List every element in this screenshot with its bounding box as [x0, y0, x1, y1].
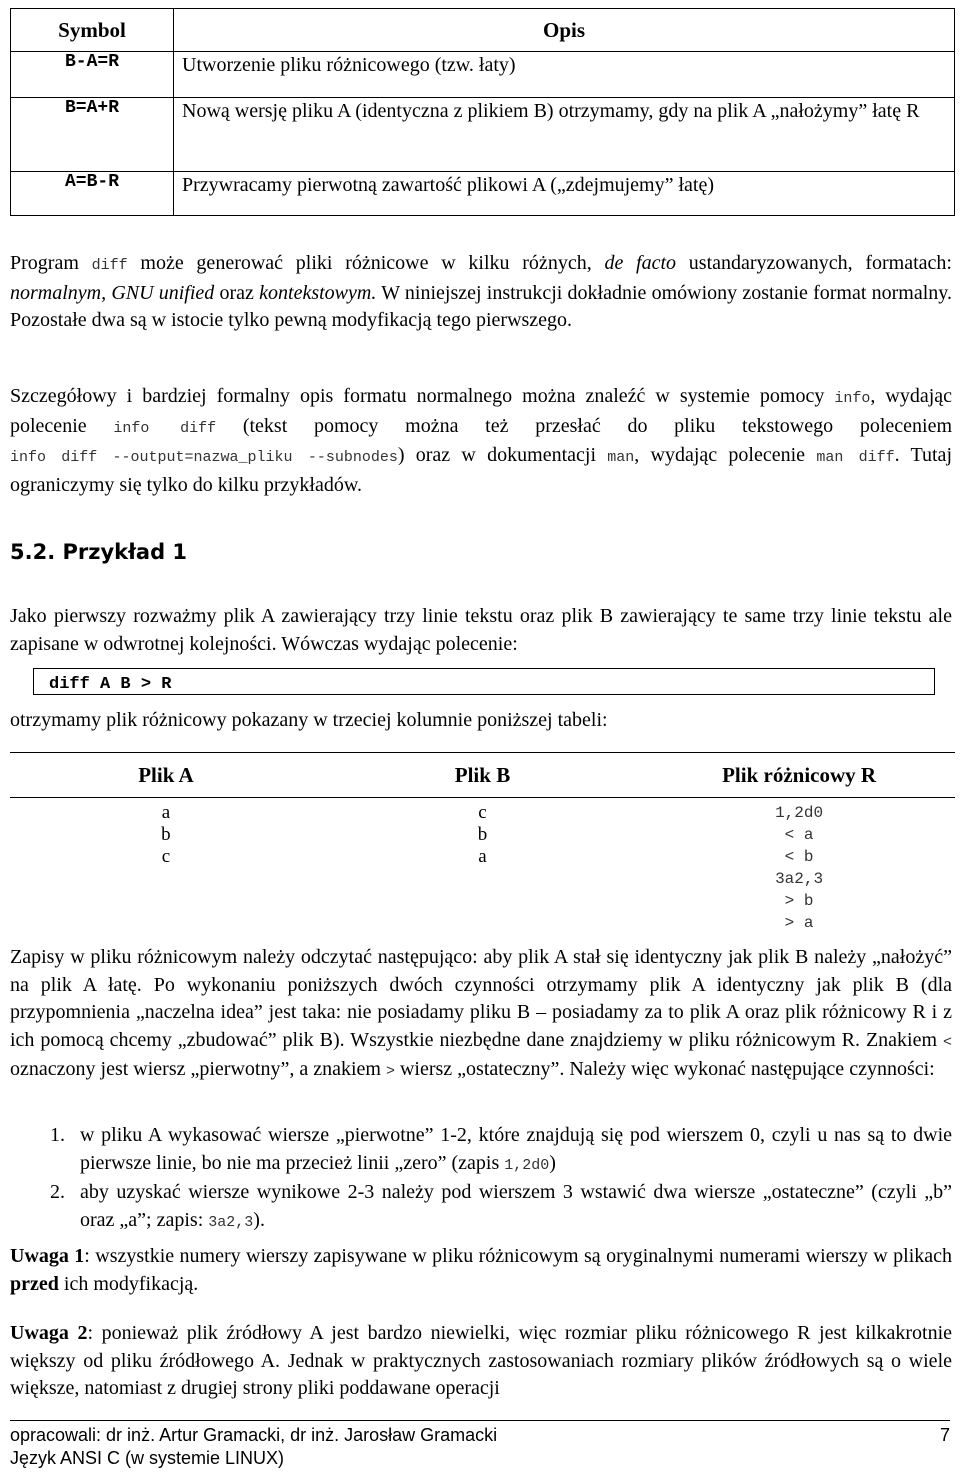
text: ).: [253, 1208, 265, 1231]
text: Jako pierwszy rozważmy plik A zawierający trzy linie tekstu oraz plik B zawierający te same trzy linie tekstu ale zapisane w odwrotnej kolejności. Wówczas wydając polecenie:: [10, 605, 952, 655]
code-less-than: <: [942, 1033, 952, 1051]
text: Zapisy w pliku różnicowym należy odczytać następująco: aby plik A stał się identyczny jak plik B należy „nałożyć” na plik A łatę. Po wykonaniu poniższych dwóch czynności otrzymamy plik A identyczny jak plik B (dla przypomnienia „naczelna idea” jest taka: nie posiadamy pliku B – posiadamy za to plik A oraz plik różnicowy R i z ich pomocą chcemy „zbudować” plik B). Wszystkie niezbędne dane znajdziemy w pliku różnicowym R. Znakiem: [10, 946, 952, 1051]
text: Program: [10, 252, 92, 274]
italic-text: normalnym, GNU unified: [10, 281, 215, 304]
italic-text: kontekstowym.: [259, 281, 377, 304]
symbol-cell: B-A=R: [11, 52, 174, 98]
paragraph-example-intro: [10, 603, 952, 658]
paragraph-info-help: [10, 383, 952, 499]
table-row: [10, 798, 955, 936]
footer-course: Język ANSI C (w systemie LINUX): [10, 1448, 285, 1468]
paragraph-diff-formats: [10, 250, 952, 335]
section-heading: 5.2. Przykład 1: [10, 540, 188, 564]
text: w pliku A wykasować wiersze „pierwotne” 1-2, które znajdują się pod wierszem 0, czyli u nas są to dwie pierwsze linie, bo nie ma przecież linii „zero” (zapis: [80, 1124, 952, 1174]
text: . Tutaj ograniczymy się tylko do kilku przykładów.: [10, 444, 952, 496]
footer-divider: [10, 1420, 950, 1421]
list-number: 2.: [50, 1181, 65, 1203]
symbol-cell: B=A+R: [11, 98, 174, 172]
code-diff: diff: [91, 257, 128, 274]
text: (tekst pomocy można też przesłać do pliku tekstowego poleceniem: [216, 414, 953, 437]
symbol-table: [10, 8, 955, 216]
italic-text: de facto: [604, 252, 677, 274]
paragraph-diff-result: [10, 707, 952, 735]
text: może generować pliki różnicowe w kilku różnych,: [127, 252, 605, 274]
text: oznaczony jest wiersz „pierwotny”, a znakiem: [10, 1058, 386, 1080]
table-row: [11, 98, 955, 172]
page-number: 7: [939, 1425, 950, 1445]
text: wiersz „ostateczny”. Należy więc wykonać następujące czynności:: [394, 1058, 935, 1080]
text: W niniejszej instrukcji dokładnie omówiony zostanie format normalny. Pozostałe dwa są w istocie tylko pewną modyfikacją tego pierwszego.: [10, 281, 952, 331]
symbol-header: Symbol: [11, 9, 174, 52]
diff-table: [10, 752, 955, 935]
command-text: diff A B > R: [49, 675, 172, 694]
footer-authors: opracowali: dr inż. Artur Gramacki, dr inż. Jarosław Gramacki: [10, 1425, 498, 1445]
table-row: [11, 172, 955, 216]
code-greater-than: >: [385, 1063, 395, 1080]
bold-text: przed: [10, 1272, 59, 1295]
code-info-diff-output: info diff --output=nazwa_pliku --subnodes: [10, 449, 398, 466]
code-info: info: [834, 390, 871, 407]
text: otrzymamy plik różnicowy pokazany w trzeciej kolumnie poniższej tabeli:: [10, 709, 608, 731]
note-label: Uwaga 1: [10, 1245, 85, 1267]
text: : wszystkie numery wierszy zapisywane w pliku różnicowym są oryginalnymi numerami wierszy w plikach: [84, 1245, 953, 1267]
note-2: [10, 1320, 952, 1403]
diff-table-header: [10, 753, 955, 798]
text: oraz: [214, 281, 260, 304]
text: , wydając polecenie: [10, 385, 953, 437]
list-number: 1.: [50, 1124, 65, 1146]
note-label: Uwaga 2: [10, 1322, 88, 1344]
desc-cell: Utworzenie pliku różnicowego (tzw. łaty): [174, 52, 955, 98]
code-info-diff: info diff: [113, 419, 217, 437]
table-row: [11, 52, 955, 98]
header-file-a: Plik A: [10, 753, 322, 798]
file-a-content: a b c: [161, 802, 171, 867]
text: ich modyfikacją.: [58, 1272, 199, 1295]
desc-cell: Nową wersję pliku A (identyczna z plikiem B) otrzymamy, gdy na plik A „nałożymy” łatę R: [174, 98, 955, 172]
text: ): [549, 1151, 556, 1174]
code: 3a2,3: [208, 1213, 254, 1231]
note-1: [10, 1243, 952, 1298]
code-man: man: [607, 449, 635, 466]
text: ) oraz w dokumentacji: [397, 444, 608, 466]
text: ustandaryzowanych, formatach:: [676, 252, 952, 274]
header-file-r: Plik różnicowy R: [643, 753, 955, 798]
text: , wydając polecenie: [634, 444, 817, 466]
steps-list: [10, 1122, 952, 1236]
header-file-b: Plik B: [322, 753, 643, 798]
symbol-table-header: [11, 9, 955, 52]
list-item: [10, 1122, 952, 1179]
command-box: [33, 668, 935, 695]
text: : ponieważ plik źródłowy A jest bardzo niewielki, więc rozmiar pliku różnicowego R jest kilkakrotnie większy od pliku źródłowego A. Jednak w praktycznych zastosowaniach rozmiary plików źródłowych są o wiele większe, natomiast z drugiej strony pliki poddawane operacji: [10, 1322, 952, 1399]
code: 1,2d0: [504, 1156, 550, 1174]
list-item: [10, 1179, 952, 1236]
text: Szczegółowy i bardziej formalny opis formatu normalnego można znaleźć w systemie pomocy: [10, 385, 835, 407]
file-r-content: 1,2d0 < a < b 3a2,3 > b > a: [775, 804, 824, 932]
desc-cell: Przywracamy pierwotną zawartość plikowi A („zdejmujemy” łatę): [174, 172, 955, 216]
text: aby uzyskać wiersze wynikowe 2-3 należy pod wierszem 3 wstawić dwa wiersze „ostateczne” (czyli „b” oraz „a”; zapis:: [80, 1181, 952, 1231]
paragraph-diff-explanation: [10, 944, 952, 1086]
desc-header: Opis: [174, 9, 955, 52]
symbol-cell: A=B-R: [11, 172, 174, 216]
file-b-content: c b a: [477, 802, 488, 867]
code-man-diff: man diff: [816, 449, 895, 466]
page-footer: [10, 1424, 950, 1470]
